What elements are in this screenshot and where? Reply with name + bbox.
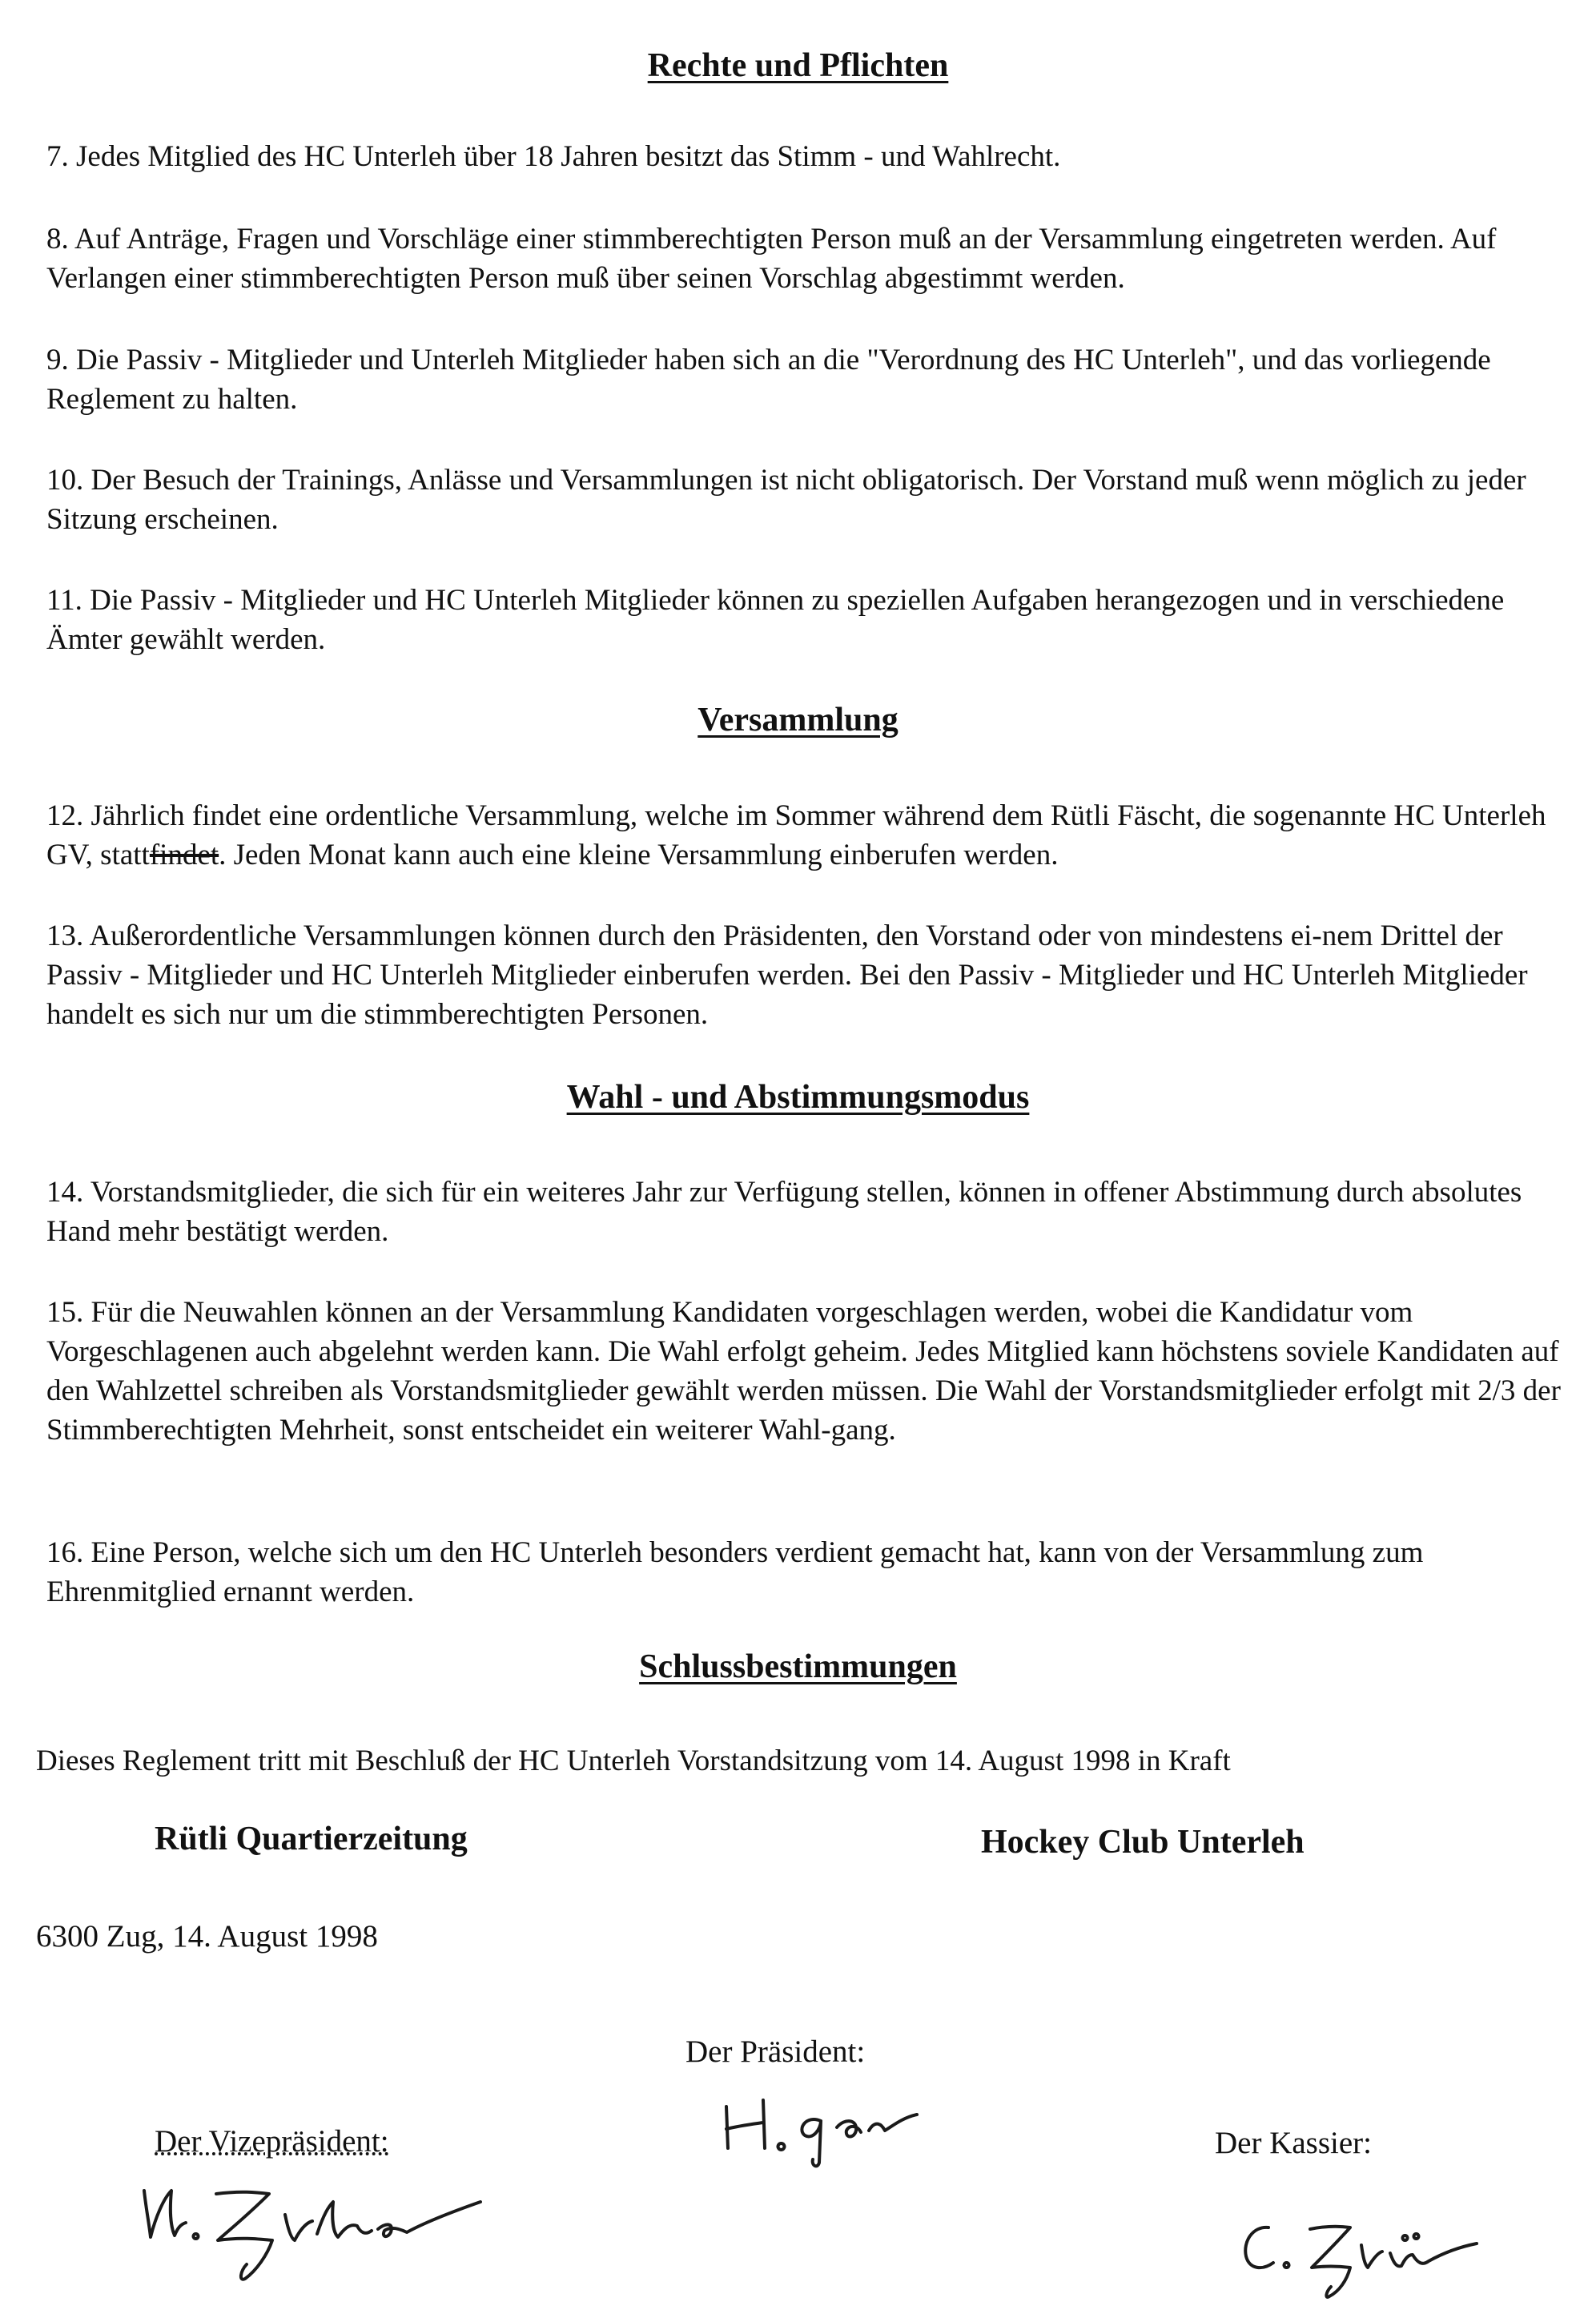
place-and-date: 6300 Zug, 14. August 1998 [36, 1919, 378, 1954]
paragraph-12-text-after: . Jeden Monat kann auch eine kleine Versammlung einberufen werden. [219, 839, 1059, 871]
paragraph-12 [46, 796, 1568, 875]
heading-versammlung: Versammlung [697, 702, 899, 738]
vice-president-label: Der Vizepräsident: [155, 2124, 389, 2159]
paragraph-16: 16. Eine Person, welche sich um den HC Unterleh besonders verdient gemacht hat, kann von der Versammlung zum Ehrenmitglied ernannt werden. [46, 1536, 1424, 1608]
paragraph-9: 9. Die Passiv - Mitglieder und Unterleh Mitglieder haben sich an die "Verordnung des HC Unterleh", und das vorliegende Reglement zu halten. [46, 344, 1491, 416]
president-label: Der Präsident: [685, 2034, 866, 2069]
paragraph-14: 14. Vorstandsmitglieder, die sich für ein weiteres Jahr zur Verfügung stellen, können in offener Abstimmung durch absolutes Hand mehr bestätigt werden. [46, 1176, 1522, 1248]
paragraph-15: 15. Für die Neuwahlen können an der Versammlung Kandidaten vorgeschlagen werden, wobei die Kandidatur vom Vorgeschlagenen auch abgelehnt werden kann. Die Wahl erfolgt geheim. Jedes Mitglied kann höchstens soviele Kandidaten auf den Wahlzettel schreiben als Vorstandsmitglieder gewählt werden müssen. Die Wahl der Vorstandsmitglieder erfolgt mit 2/3 der Stimmberechtigten Mehrheit, sonst entscheidet ein weiterer Wahl-gang. [46, 1296, 1561, 1447]
kassier-signature [1233, 2207, 1489, 2303]
paragraph-11: 11. Die Passiv - Mitglieder und HC Unterleh Mitglieder können zu speziellen Aufgaben herangezogen und in verschiedene Ämter gewählt werden. [46, 584, 1505, 656]
paragraph-7: 7. Jedes Mitglied des HC Unterleh über 18 Jahren besitzt das Stimm - und Wahlrecht. [46, 140, 1061, 173]
paragraph-10: 10. Der Besuch der Trainings, Anlässe und Versammlungen ist nicht obligatorisch. Der Vorstand muß wenn möglich zu jeder Sitzung erscheinen. [46, 464, 1526, 536]
paragraph-8: 8. Auf Anträge, Fragen und Vorschläge einer stimmberechtigten Person muß an der Versammlung eingetreten werden. Auf Verlangen einer stimmberechtigten Person muß über seinen Vorschlag abgestimmt werden. [46, 223, 1497, 295]
vice-president-signature [128, 2167, 505, 2287]
heading-wahl-und-abstimmungsmodus: Wahl - und Abstimmungsmodus [566, 1079, 1030, 1116]
org-rutli-quartierzeitung: Rütli Quartierzeitung [155, 1821, 468, 1857]
paragraph-12-text-before: 12. Jährlich findet eine ordentliche Versammlung, welche im Sommer während dem Rütli Fäscht, die sogenannte HC Unterleh GV, statt [46, 799, 1546, 871]
president-signature [717, 2083, 925, 2171]
kassier-label: Der Kassier: [1215, 2126, 1373, 2160]
struck-word: findet [149, 839, 219, 871]
heading-rechte-und-pflichten: Rechte und Pflichten [647, 47, 949, 84]
final-provision-text: Dieses Reglement tritt mit Beschluß der HC Unterleh Vorstandsitzung vom 14. August 1998 in Kraft [36, 1745, 1231, 1777]
paragraph-13: 13. Außerordentliche Versammlungen können durch den Präsidenten, den Vorstand oder von mindestens ei-nem Drittel der Passiv - Mitglieder und HC Unterleh Mitglieder einberufen werden. Bei den Passiv - Mitglieder und HC Unterleh Mitglieder handelt es sich nur um die stimmberechtigten Personen. [46, 920, 1528, 1031]
org-hockey-club-unterleh: Hockey Club Unterleh [981, 1824, 1305, 1861]
heading-schlussbestimmungen: Schlussbestimmungen [639, 1648, 957, 1685]
